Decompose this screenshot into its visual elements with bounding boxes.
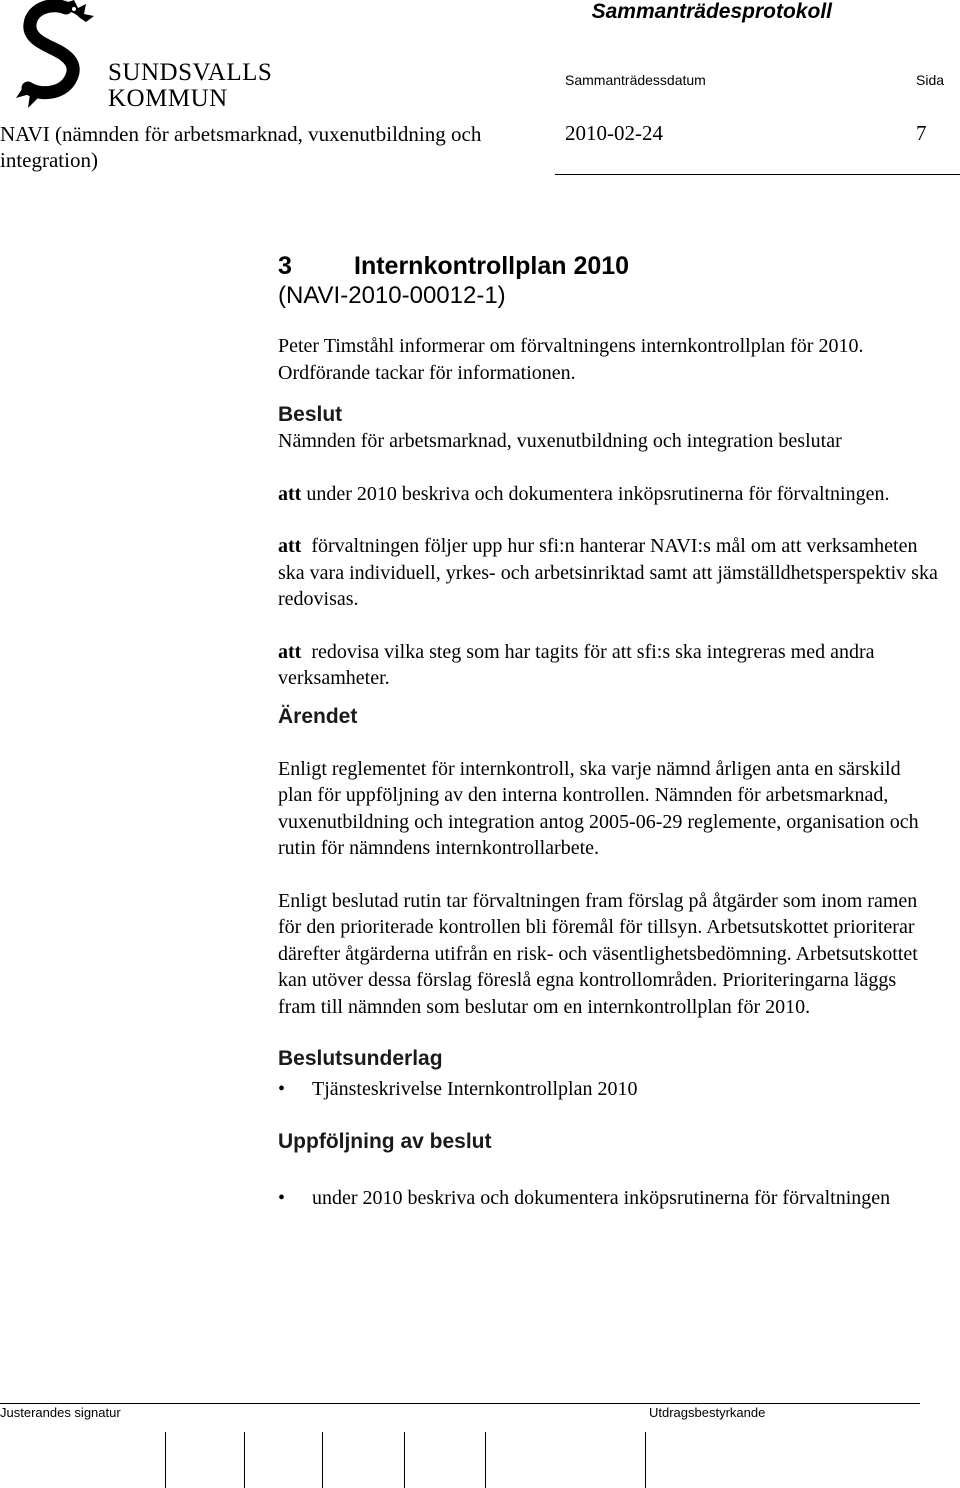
decision-clause xyxy=(278,481,938,508)
signature-box-divider xyxy=(165,1432,166,1488)
intro-paragraph: Ordförande tackar för informationen. xyxy=(278,361,576,384)
logo-text-line2: KOMMUN xyxy=(108,85,228,112)
signature-box-divider xyxy=(322,1432,323,1488)
basis-heading: Beslutsunderlag xyxy=(278,1047,443,1070)
item-title: Internkontrollplan 2010 xyxy=(354,252,630,280)
bullet-icon: • xyxy=(278,1078,286,1100)
municipality-logo xyxy=(14,0,273,112)
date-label: Sammanträdessdatum xyxy=(565,72,706,88)
certification-box-divider xyxy=(645,1432,646,1488)
item-heading xyxy=(278,251,938,281)
page-number: 7 xyxy=(916,121,927,145)
logo-text-line1: SUNDSVALLS xyxy=(108,59,273,86)
dragon-s-emblem-icon xyxy=(14,0,104,112)
list-item xyxy=(278,1076,938,1103)
intro-paragraph: Peter Timståhl informerar om förvaltningens internkontrollplan för 2010. xyxy=(278,335,864,357)
list-item xyxy=(278,1185,938,1212)
decision-text: under 2010 beskriva och dokumentera inköpsrutinerna för förvaltningen. xyxy=(306,482,890,505)
decision-clause xyxy=(278,533,938,613)
matter-paragraph: Enligt beslutad rutin tar förvaltningen fram förslag på åtgärder som inom ramen för den prioriterade kontrollen bli föremål för tillsyn. Arbetsutskottet prioriterar därefter åtgärderna utifrån en risk- och väsentlighetsbedömning. Arbetsutskottet kan utöver dessa förslag föreslå egna kontrollområden. Prioriteringarna läggs fram till nämnden som beslutar om en internkontrollplan för 2010. xyxy=(278,889,918,1018)
basis-item-text: Tjänsteskrivelse Internkontrollplan 2010 xyxy=(312,1078,638,1100)
decision-text: redovisa vilka steg som har tagits för att sfi:s ska integreras med andra verksamheter. xyxy=(278,640,875,689)
matter-paragraph: Enligt reglementet för internkontroll, ska varje nämnd årligen anta en särskild plan för uppföljning av den interna kontrollen. Nämnden för arbetsmarknad, vuxenutbildning och integration antog 2005-06-29 reglemente, organisation och rutin för nämndens internkontrollarbete. xyxy=(278,757,919,859)
signature-label: Justerandes signatur xyxy=(0,1405,121,1420)
signature-box-divider xyxy=(244,1432,245,1488)
document-type: Sammanträdesprotokoll xyxy=(591,0,832,23)
att-keyword: att xyxy=(278,482,302,505)
decision-text: förvaltningen följer upp hur sfi:n hanterar NAVI:s mål om att verksamheten ska vara individuell, yrkes- och arbetsinriktad samt att jämställdhetsperspektiv ska redovisas. xyxy=(278,535,938,610)
decision-clause xyxy=(278,639,938,692)
followup-heading: Uppföljning av beslut xyxy=(278,1129,492,1153)
att-keyword: att xyxy=(278,535,302,557)
protocol-item xyxy=(278,251,938,1211)
header-divider xyxy=(555,174,960,175)
footer-divider xyxy=(0,1403,920,1404)
decision-heading: Beslut xyxy=(278,403,343,426)
item-reference: (NAVI-2010-00012-1) xyxy=(278,282,506,309)
item-number: 3 xyxy=(278,252,292,280)
meeting-date: 2010-02-24 xyxy=(565,121,663,145)
certification-label: Utdragsbestyrkande xyxy=(649,1405,766,1420)
followup-item-text: under 2010 beskriva och dokumentera inköpsrutinerna för förvaltningen xyxy=(312,1186,891,1209)
att-keyword: att xyxy=(278,640,302,663)
signature-box-divider xyxy=(485,1432,486,1488)
page-label: Sida xyxy=(916,72,945,88)
decision-intro: Nämnden för arbetsmarknad, vuxenutbildning och integration beslutar xyxy=(278,430,842,452)
bullet-icon: • xyxy=(278,1186,286,1209)
committee-name: NAVI (nämnden för arbetsmarknad, vuxenutbildning och integration) xyxy=(0,122,482,172)
matter-heading: Ärendet xyxy=(278,704,358,728)
signature-box-divider xyxy=(404,1432,405,1488)
